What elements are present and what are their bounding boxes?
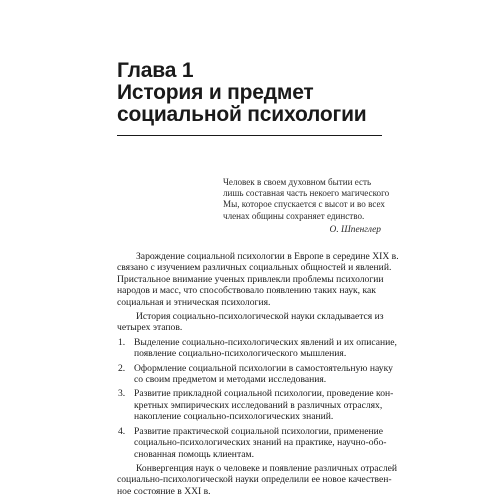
text-line: Конвергенция наук о человеке и появление различных отраслей (136, 462, 398, 474)
text-line: со своим предметом и методами исследования. (134, 374, 327, 386)
text-line: социально-психологической науки определили ее новое качествен- (117, 474, 392, 486)
list-number: 3. (118, 388, 126, 400)
epigraph-line: Человек в своем духовном бытии есть (223, 177, 372, 187)
list-number: 2. (118, 362, 126, 374)
text-line: появление социально-психологического мышления. (134, 348, 347, 360)
text-line: снованная помощь клиентам. (134, 448, 254, 460)
text-line: социальная и этническая психология. (117, 296, 271, 308)
list-item (117, 336, 397, 360)
text-line: Развитие практической социальной психологии, применение (134, 425, 383, 437)
text-line: Развитие прикладной социальной психологии, проведение кон- (134, 388, 394, 400)
text-line: Зарождение социальной психологии в Европе в середине XIX в. (136, 251, 399, 262)
list-item (117, 388, 394, 423)
text-line: ное состояние в XXI в. (117, 485, 211, 497)
chapter-title-line-2: социальной психологии (117, 103, 367, 126)
paragraph-history (117, 311, 387, 334)
paragraph-convergence (117, 462, 398, 497)
epigraph-line: Мы, которое спускается с высот и во всех (223, 199, 385, 210)
list-item (117, 362, 393, 386)
text-line: Оформление социальной психологии в самостоятельную науку (134, 362, 393, 374)
list-number: 4. (118, 425, 126, 437)
epigraph-quote (223, 177, 393, 222)
chapter-heading (117, 60, 417, 126)
text-line: Выделение социально-психологических явлений и их описание, (134, 336, 397, 348)
paragraph-intro (117, 251, 399, 308)
text-line: накопление социально-психологических знаний. (134, 411, 334, 423)
epigraph-author: О. Шпенглер (329, 225, 381, 235)
chapter-title-line-1: История и предмет (117, 81, 314, 104)
chapter-number: Глава 1 (117, 59, 194, 82)
list-number: 1. (118, 336, 126, 348)
list-item (117, 426, 387, 460)
body-text (117, 251, 399, 497)
heading-divider (117, 135, 382, 136)
text-line: четырех этапов. (117, 322, 183, 334)
epigraph-line: лишь составная часть некоего магического (223, 188, 390, 199)
text-line: Пристальное внимание ученых привлекли проблемы психологии (117, 273, 384, 285)
text-line: народов и масс, что способствовало появлению таких наук, как (117, 285, 376, 297)
text-line: социально-психологических знаний на практике, научно-обо- (134, 437, 387, 449)
text-line: История социально-психологической науки складывается из (136, 311, 384, 323)
epigraph-line: членах общины сохраняет единство. (223, 210, 365, 221)
text-line: кретных эмпирических исследований в различных отраслях, (134, 399, 383, 411)
text-line: связано с изучением различных социальных общностей и явлений. (117, 262, 392, 274)
